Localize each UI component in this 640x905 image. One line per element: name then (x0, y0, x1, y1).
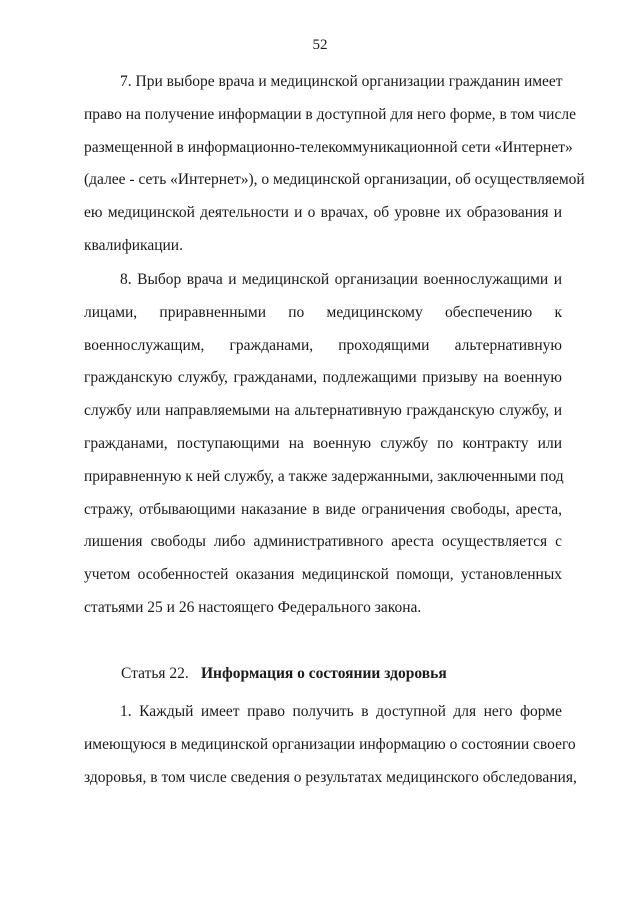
article-heading (121, 662, 447, 686)
text-line: 7. При выборе врача и медицинской организации гражданин имеет (120, 73, 563, 90)
text-line: учетом особенностей оказания медицинской помощи, установленных (84, 566, 562, 584)
text-line: 1. Каждый имеет право получить в доступной для него форме (120, 703, 562, 720)
text-line: лишения свободы либо административного ареста осуществляется с (84, 533, 562, 551)
text-line: стражу, отбывающими наказание в виде ограничения свободы, ареста, (84, 500, 562, 518)
article-number: Статья 22. (121, 665, 189, 682)
text-line: размещенной в информационно-телекоммуникационной сети «Интернет» (84, 138, 573, 156)
text-line: приравненную к ней службу, а также задержанными, заключенными под (84, 467, 564, 485)
text-line: ею медицинской деятельности и о врачах, об уровне их образования и (84, 204, 562, 222)
text-line: гражданами, поступающими на военную службу по контракту или (84, 434, 562, 452)
article-22-paragraph-1 (84, 696, 577, 794)
text-line: военнослужащим, гражданами, проходящими альтернативную (84, 336, 562, 354)
paragraph-7 (84, 66, 585, 263)
text-line: право на получение информации в доступной для него форме, в том числе (84, 105, 576, 123)
page-number: 52 (312, 37, 328, 53)
article-title: Информация о состоянии здоровья (201, 665, 447, 682)
paragraph-8 (84, 264, 562, 625)
text-line: квалификации. (84, 236, 183, 254)
text-line: лицами, приравненными по медицинскому обеспечению к (84, 303, 562, 321)
text-line: имеющуюся в медицинской организации информацию о состоянии своего (84, 735, 576, 753)
text-line: статьями 25 и 26 настоящего Федерального закона. (84, 598, 422, 616)
text-line: здоровья, в том числе сведения о результатах медицинского обследования, (84, 768, 577, 786)
text-line: (далее - сеть «Интернет»), о медицинской организации, об осуществляемой (84, 171, 585, 189)
text-line: службу или направляемыми на альтернативную гражданскую службу, и (84, 402, 562, 420)
text-line: гражданскую службу, гражданами, подлежащими призыву на военную (84, 369, 562, 387)
text-line: 8. Выбор врача и медицинской организации военнослужащими и (120, 271, 562, 288)
